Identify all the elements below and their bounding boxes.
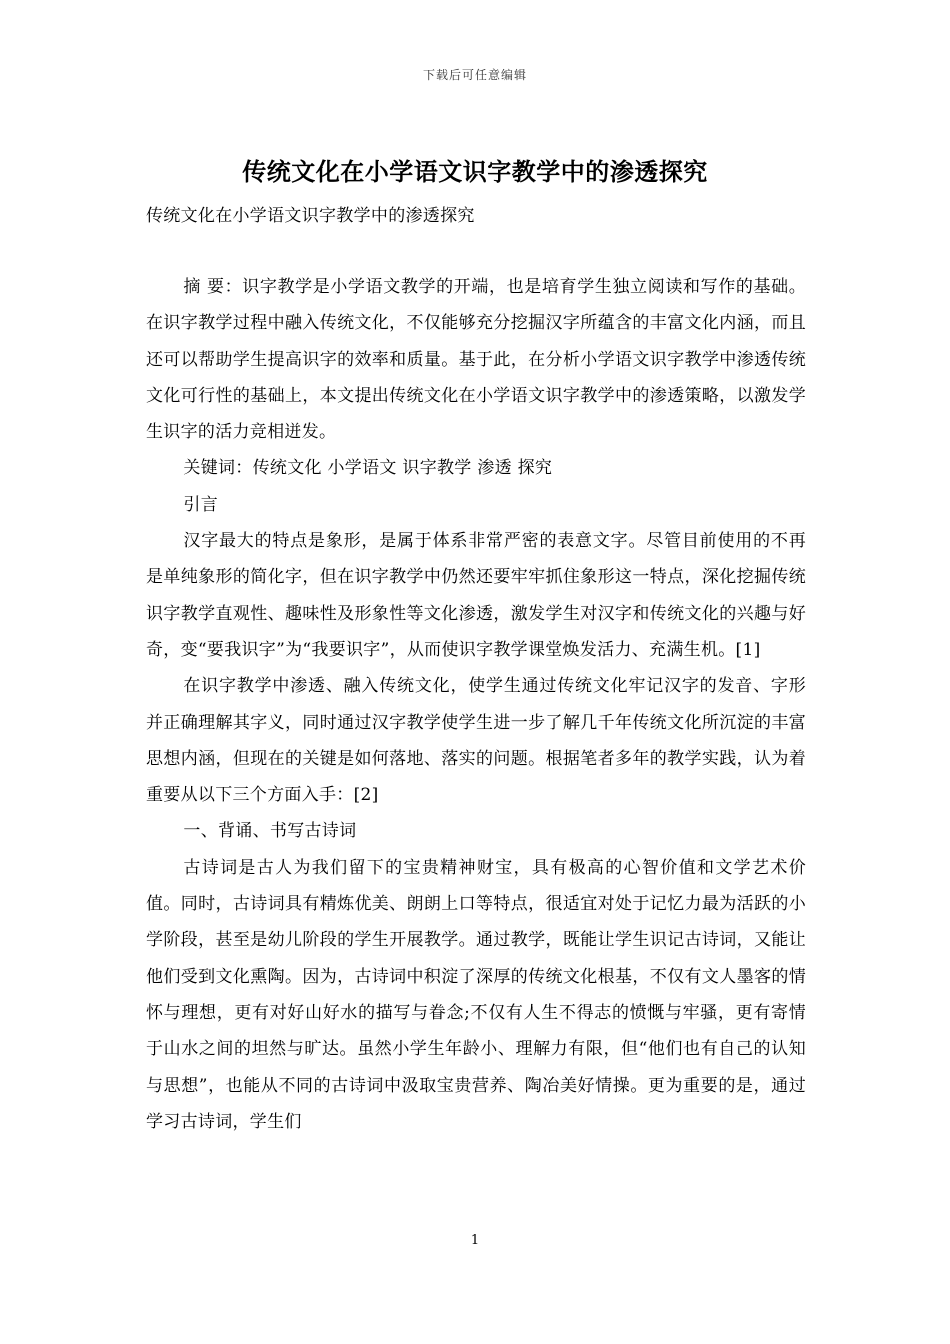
section-1-paragraph-1: 古诗词是古人为我们留下的宝贵精神财宝，具有极高的心智价值和文学艺术价值。同时，古诗词具有精炼优美、朗朗上口等特点，很适宜对处于记忆力最为活跃的小学阶段，甚至是幼儿阶段的学生开展教学。通过教学，既能让学生识记古诗词，又能让他们受到文化熏陶。因为，古诗词中积淀了深厚的传统文化根基，不仅有文人墨客的情怀与理想，更有对好山好水的描写与眷念;不仅有人生不得志的愤慨与牢骚，更有寄情于山水之间的坦然与旷达。虽然小学生年龄小、理解力有限，但“他们也有自己的认知与思想”，也能从不同的古诗词中汲取宝贵营养、陶冶美好情操。更为重要的是，通过学习古诗词，学生们 [146, 857, 806, 1132]
intro-paragraph-2: 在识字教学中渗透、融入传统文化，使学生通过传统文化牢记汉字的发音、字形并正确理解其字义，同时通过汉字教学使学生进一步了解几千年传统文化所沉淀的丰富思想内涵，但现在的关键是如何落地、落实的问题。根据笔者多年的教学实践，认为着重要从以下三个方面入手：[2] [146, 676, 806, 806]
document-title: 传统文化在小学语文识字教学中的渗透探究 [242, 158, 708, 186]
intro-heading: 引言 [183, 494, 218, 515]
document-subtitle: 传统文化在小学语文识字教学中的渗透探究 [146, 206, 475, 226]
keywords-line: 关键词：传统文化 小学语文 识字教学 渗透 探究 [183, 458, 553, 479]
section-1-heading: 一、背诵、书写古诗词 [183, 821, 357, 842]
document-body [146, 269, 806, 1140]
header-note: 下载后可任意编辑 [422, 68, 527, 82]
intro-paragraph-1: 汉字最大的特点是象形，是属于体系非常严密的表意文字。尽管目前使用的不再是单纯象形的简化字，但在识字教学中仍然还要牢牢抓住象形这一特点，深化挖掘传统识字教学直观性、趣味性及形象性等文化渗透，激发学生对汉字和传统文化的兴趣与好奇，变“要我识字”为“我要识字”，从而使识字教学课堂焕发活力、充满生机。[1] [146, 531, 806, 660]
abstract-paragraph: 摘 要：识字教学是小学语文教学的开端，也是培育学生独立阅读和写作的基础。在识字教学过程中融入传统文化，不仅能够充分挖掘汉字所蕴含的丰富文化内涵，而且还可以帮助学生提高识字的效率和质量。基于此，在分析小学语文识字教学中渗透传统文化可行性的基础上，本文提出传统文化在小学语文识字教学中的渗透策略，以激发学生识字的活力竞相迸发。 [146, 277, 806, 443]
page-number: 1 [470, 1233, 480, 1248]
